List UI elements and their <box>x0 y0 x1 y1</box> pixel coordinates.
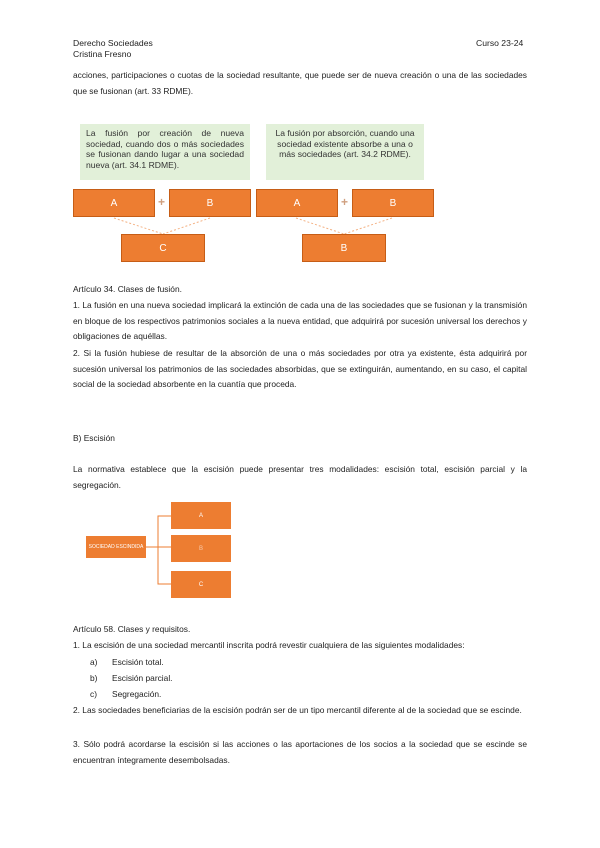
header-year: Curso 23-24 <box>476 38 524 48</box>
article58-paragraph-3: 3. Sólo podrá acordarse la escisión si las acciones o las aportaciones de los socios a la sociedad que se escinde se encuentran íntegramente desembolsadas. <box>73 739 527 765</box>
article58-paragraph-1: 1. La escisión de una sociedad mercantil inscrita podrá revestir cualquiera de las siguientes modalidades: <box>73 640 465 650</box>
header-author: Cristina Fresno <box>73 49 132 59</box>
article34-heading: Artículo 34. Clases de fusión. <box>73 284 182 294</box>
list-text: Escisión total. <box>112 657 164 667</box>
absorption-input-a: A <box>256 189 338 217</box>
escision-target-c: C <box>171 571 231 598</box>
article58-paragraph-2: 2. Las sociedades beneficiarias de la escisión podrán ser de un tipo mercantil diferente al de la sociedad que se escinde. <box>73 705 522 715</box>
list-marker: c) <box>90 689 97 699</box>
article58-heading: Artículo 58. Clases y requisitos. <box>73 624 191 634</box>
article34-paragraph-1: 1. La fusión en una nueva sociedad implicará la extinción de cada una de las sociedades que se fusionan y la transmisión en bloque de los respectivos patrimonios sociales a la nueva entidad, que adquirirá por sucesión universal los derechos y obligaciones de aquéllas. <box>73 300 527 342</box>
article34-paragraph-2: 2. Si la fusión hubiese de resultar de la absorción de una o más sociedades por otra ya existente, ésta adquirirá por sucesión universal los patrimonios de las sociedades absorbidas, que se extinguirán, aumentando, en su caso, el capital social de la sociedad absorbente en la cuantía que proceda. <box>73 348 527 390</box>
creation-input-a: A <box>73 189 155 217</box>
list-item <box>90 687 161 702</box>
list-marker: a) <box>90 657 98 667</box>
header-course-title: Derecho Sociedades <box>73 38 153 48</box>
absorption-note: La fusión por absorción, cuando una sociedad existente absorbe a una o más sociedades (art. 34.2 RDME). <box>266 124 424 180</box>
list-item <box>90 655 164 670</box>
list-item <box>90 671 173 686</box>
plus-sign: + <box>158 195 166 209</box>
absorption-result-b: B <box>302 234 386 262</box>
escindida-source-label: SOCIEDAD ESCINDIDA <box>88 544 144 550</box>
intro-paragraph: acciones, participaciones o cuotas de la sociedad resultante, que puede ser de nueva creación o una de las sociedades que se fusionan (art. 33 RDME). <box>73 70 527 96</box>
creation-result-c: C <box>121 234 205 262</box>
list-text: Escisión parcial. <box>112 673 173 683</box>
list-text: Segregación. <box>112 689 162 699</box>
absorption-input-b: B <box>352 189 434 217</box>
escindida-source-box <box>86 536 146 558</box>
escision-target-a: A <box>171 502 231 529</box>
creation-input-b: B <box>169 189 251 217</box>
connector-line <box>158 547 171 584</box>
plus-sign: + <box>341 195 349 209</box>
escision-heading: B) Escisión <box>73 433 115 443</box>
escision-target-b: B <box>171 535 231 562</box>
list-marker: b) <box>90 673 98 683</box>
creation-note: La fusión por creación de nueva sociedad, cuando dos o más sociedades se fusionan dando lugar a una sociedad nueva (art. 34.1 RDME). <box>80 124 250 180</box>
connector-line <box>146 516 171 547</box>
escision-intro: La normativa establece que la escisión puede presentar tres modalidades: escisión total, escisión parcial y la segregación. <box>73 464 527 490</box>
